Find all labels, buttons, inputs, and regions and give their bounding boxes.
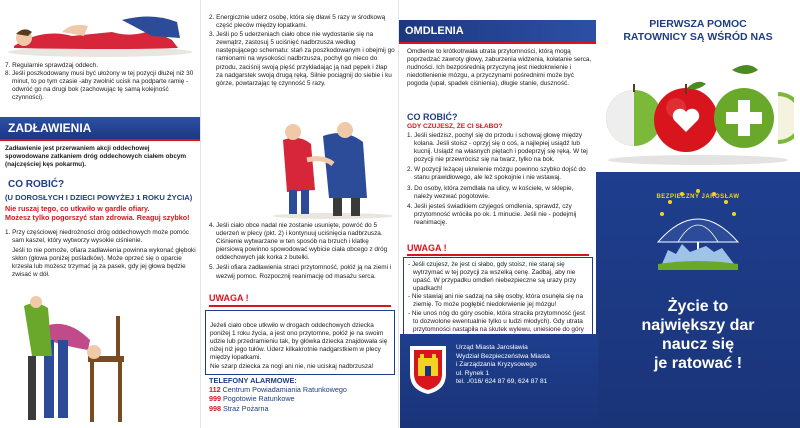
emergency-phones <box>209 376 395 413</box>
section-title-choking: ZADŁAWIENIA <box>8 121 92 135</box>
recovery-steps <box>5 62 197 102</box>
phone-label: Straż Pożarna <box>223 403 269 413</box>
warning-line-2: Możesz tylko pogorszyć stan zdrowia. Reaguj szybko! <box>5 213 190 222</box>
cover-title-line-2: RATOWNICY SĄ WŚRÓD NAS <box>623 31 773 43</box>
apples-illustration <box>602 62 794 166</box>
cover-blue-area <box>596 172 800 428</box>
office-line-5: tel. ./016/ 624 87 69, 624 87 81 <box>456 378 548 386</box>
fainting-step-2: 2. W pozycji leżącej ukrwienie mózgu powinno szybko dojść do stanu prawidłowego, ale leż spokojnie i nie wstawaj. <box>407 166 586 182</box>
cover-slogan <box>596 297 800 373</box>
office-footer <box>400 334 598 428</box>
phone-label: Pogotowie Ratunkowe <box>223 394 295 404</box>
choking-step-1-detail: Jeśli to nie pomoże, ofiara zadławienia powinna wykonać głęboki skłon (głowa poniżej pośladków). Może oprzeć się o oparcie krzesła lub możesz trzymać ją za pasek, gdy jej głowa będzie zwisać w dół. <box>12 247 196 279</box>
warning-line-1: Nie ruszaj tego, co utkwiło w gardle ofiary. <box>5 204 150 213</box>
fainting-step-1: 1. Jeśli siedzisz, pochyl się do przodu i schowaj głowę między kolana. Jeśli stoisz - oprzyj się o coś, a najlepiej usiądź lub kucnij. Usiądź na własnych piętach i podeprzyj się ręką. W tej pozycji nie przewrócisz się na twarz, tylko na bok. <box>407 132 588 164</box>
choking-steps-mid <box>209 222 395 281</box>
red-rule-fainting <box>407 254 589 256</box>
choking-steps-top <box>209 14 395 88</box>
fainting-warning-2: - Nie stawiaj ani nie sadzaj na siłę osoby, która osunęła się na ziemię. To może pogłębić niedokrwienie jej mózgu! <box>408 293 584 309</box>
panel-cover <box>596 0 800 428</box>
fainting-warning-1: - Jeśli czujesz, że jest ci słabo, gdy stoisz, nie staraj się wytrzymać w tej pozycji za wszelką cenę. Zadbaj, aby nie upaść. W przypadku omdleń niebezpieczne są urazy przy upadkach! <box>408 261 577 293</box>
fainting-steps <box>407 132 593 227</box>
fainting-step-4: 4. Jeśli jesteś świadkiem czyjegoś omdlenia, sprawdź, czy przytomność wróciła po ok. 1 minucie. Jeśli nie - podejmij reanimację. <box>407 202 577 226</box>
office-line-3: i Zarządzania Kryzysowego <box>456 361 537 369</box>
cover-title-area <box>596 0 800 172</box>
infant-choking-note <box>205 310 395 375</box>
red-rule <box>399 42 596 44</box>
slogan-line-4: je ratować ! <box>653 355 743 372</box>
slogan-line-3: naucz się <box>661 336 735 353</box>
phone-row-112 <box>209 385 395 394</box>
fainting-step-3: 3. Do osoby, która zemdlała na ulicy, w kościele, w sklepie, należy wezwać pogotowie. <box>407 184 574 200</box>
phones-title: TELEFONY ALARMOWE: <box>209 376 297 385</box>
recovery-step-7: 7. Regularnie sprawdzaj oddech. <box>5 62 99 69</box>
section-band-fainting <box>399 20 596 42</box>
abdominal-thrust-illustration <box>263 120 397 220</box>
city-crest-icon <box>408 344 448 396</box>
office-line-1: Urząd Miasta Jarosławia <box>456 344 528 351</box>
fainting-warning-3: - Nie unoś nóg do góry osobie, która straciła przytomność (jest to dozwolone ewentualnie tylko u ludzi młodych). Gdy utrata przytomności nastąpiła na skutek wylewu, uniesione do góry <box>408 309 585 333</box>
phone-row-999 <box>209 394 395 403</box>
slogan-line-1: Życie to <box>667 298 729 315</box>
choking-step-4: 4. Jeśli ciało obce nadal nie zostanie usunięte, powróć do 5 uderzeń w plecy (pkt. 2) i kontynuuj uciśnięcia nadbrzusza. Ciśnienie wytwarzane w ten sposób na brzuch i klatkę piersiową powinno spowodować wybicie ciała obcego z dróg oddechowych jak korka z butelki. <box>209 222 388 262</box>
office-line-4: ul. Rynek 1 <box>456 369 489 377</box>
recovery-position-illustration <box>2 2 198 58</box>
office-line-2: Wydział Bezpieczeństwa Miasta <box>456 352 550 360</box>
red-rule <box>0 139 200 141</box>
recovery-step-8: 8. Jeśli poszkodowany musi być ułożony w tej pozycji dłużej niż 30 minut, to po tym czasie -aby zwolnić ucisk na podparte ramię - odwróć go na drugi bok (zachowując tę samą kolejność czynności). <box>5 70 194 102</box>
choking-step-1 <box>5 229 197 280</box>
panel-choking-continued <box>200 0 398 428</box>
bent-over-chair-illustration <box>18 296 138 426</box>
co-robic-heading: CO ROBIĆ? <box>8 179 65 190</box>
phone-row-998 <box>209 404 395 413</box>
uwaga-heading-fainting: UWAGA ! <box>407 243 447 253</box>
phone-number: 998 <box>209 403 221 413</box>
choking-step-1-text: 1. Przy częściowej niedrożności dróg oddechowych może pomóc sam kaszel, który wytworzy wysokie ciśnienie. <box>5 229 189 245</box>
phone-number: 112 <box>209 385 221 394</box>
cover-title-line-1: PIERWSZA POMOC <box>649 18 747 30</box>
logo-text: BEZPIECZNY JAROSŁAW <box>656 194 740 200</box>
choking-step-3: 3. Jeśli po 5 uderzeniach ciało obce nie wydostanie się na zewnątrz, zastosuj 5 uciśnięć nadbrzusza według następującego schematu: stań za poszkodowanym i obejmij go ramionami na wysokości nadbrzusza, pochyl go nieco do przodu, zaciśnij swoją pięść przykładając ją nad pępek i żłap za nadgarstek swoją drugą ręką. Silnie pociągnij do siebie i ku górze, powtarzając tę czynność 5 razy. <box>209 31 395 87</box>
choking-intro: Zadławienie jest przerwaniem akcji oddechowej spowodowane zatkaniem dróg oddechowych ciałem obcym (najczęściej kęs pokarmu). <box>5 145 187 169</box>
fainting-sub-heading: GDY CZUJESZ, ŻE CI SŁABO? <box>407 123 503 130</box>
audience-note: (U DOROSŁYCH I DZIECI POWYŻEJ 1 ROKU ŻYCIA) <box>5 193 193 202</box>
panel-choking <box>0 0 200 428</box>
slogan-line-2: największy dar <box>641 317 755 334</box>
fainting-intro: Omdlenie to krótkotrwała utrata przytomności, którą mogą poprzedzać zawroty głowy, zaburzenia widzenia, kołatanie serca, nudności. Ich bezpośrednią przyczyną jest niedokrwienie i niedotlenienie mózgu, a przyczynami pośrednimi może być pogoda (upał, spadek ciśnienia), długie stanie, duszność. <box>407 48 592 88</box>
choking-step-5: 5. Jeśli ofiara zadławienia straci przytomność, połóż ją na ziemi i wezwij pomoc. Rozpocznij reanimację od masażu serca. <box>209 264 392 280</box>
uwaga-heading-choking: UWAGA ! <box>209 293 249 303</box>
phone-label: Centrum Powiadamiania Ratunkowego <box>222 385 347 394</box>
infant-choking-note-text: Jeżeli ciało obce utkwiło w drogach oddechowych dziecka poniżej 1 roku życia, a jest ono przytomne, połóż je na swoim udzie lub przedramieniu tak, by główka dziecka znajdowała się niżej niż jego tułów. Uderz kilkakrotnie nadgarstkiem w plecy między łopatkami. Nie szarp dziecka za nogi ani nie, nie uciskaj nadbrzusza! <box>210 322 388 370</box>
red-rule-choking <box>209 305 391 307</box>
section-band-choking <box>0 117 200 139</box>
choking-step-2: 2. Energicznie uderz osobę, która się dławi 5 razy w środkową część pleców między łopatkami. <box>209 14 386 30</box>
phone-number: 999 <box>209 394 221 404</box>
office-address <box>456 344 596 387</box>
co-robic-heading-fainting: CO ROBIĆ? <box>407 112 458 122</box>
section-title-fainting: OMDLENIA <box>405 25 464 37</box>
